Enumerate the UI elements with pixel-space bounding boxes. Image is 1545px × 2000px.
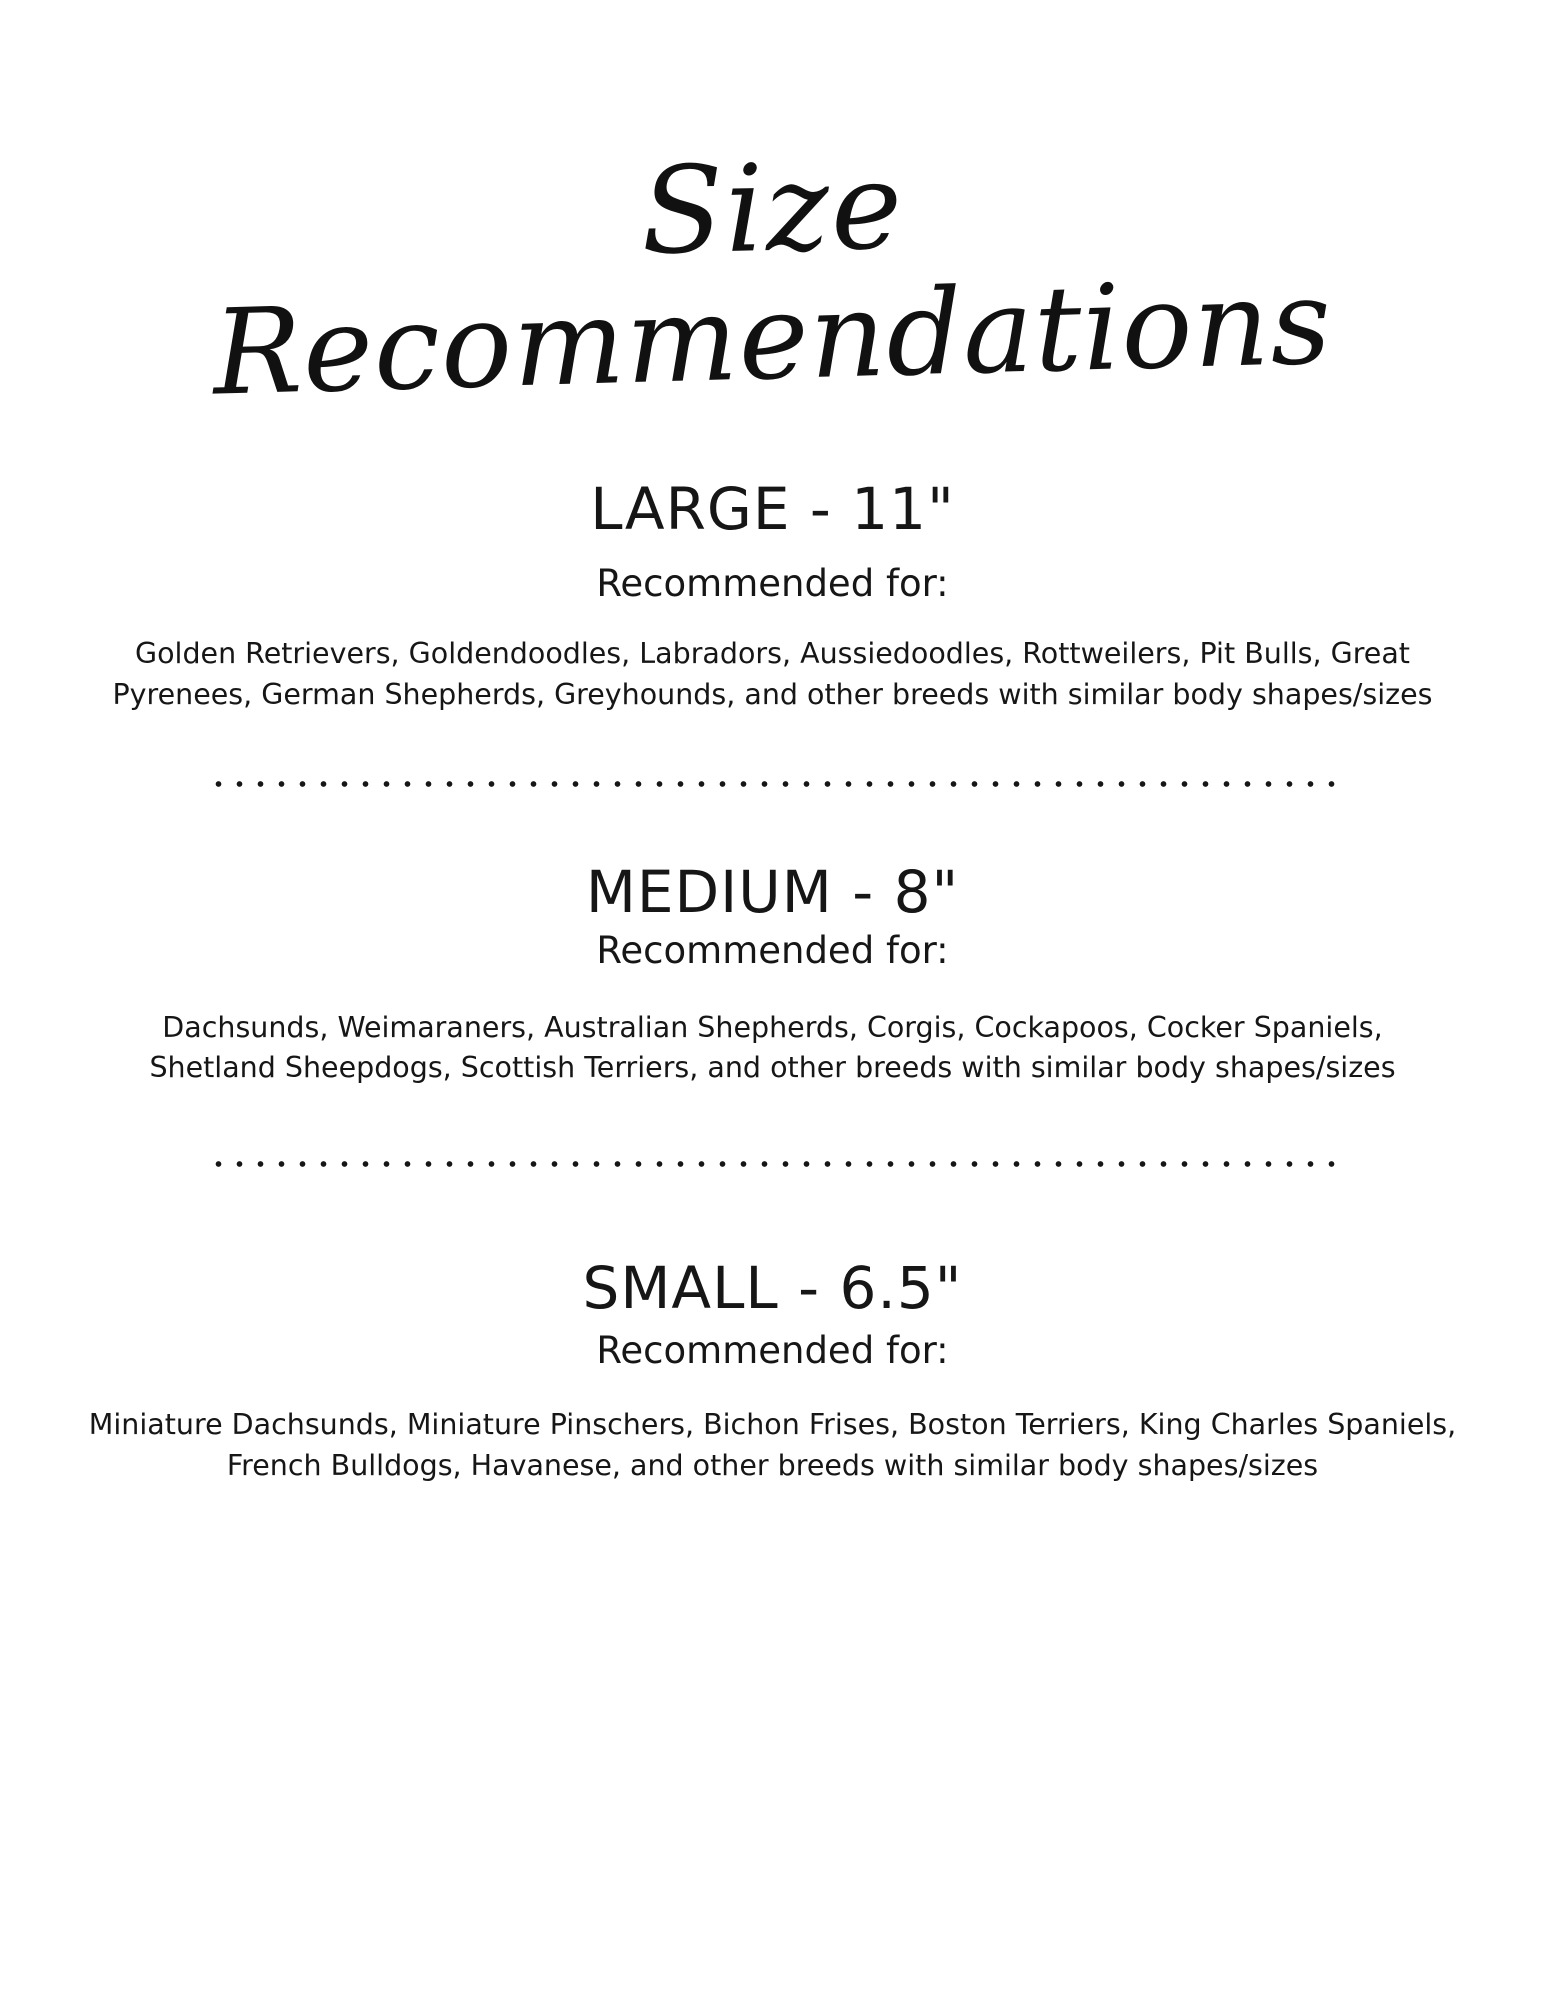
page-title [0, 0, 1545, 422]
size-section-small [0, 1253, 1545, 1486]
size-subheading-large: Recommended for: [596, 561, 949, 605]
breed-list-small: Miniature Dachsunds, Miniature Pinschers, Bichon Frises, Boston Terriers, King Charles Spaniels, French Bulldogs, Havanese, and other breeds with similar body shapes/sizes [88, 1408, 1457, 1482]
breed-list-large: Golden Retrievers, Goldendoodles, Labradors, Aussiedoodles, Rottweilers, Pit Bulls, Great Pyrenees, German Shepherds, Greyhounds, and other breeds with similar body shapes/sizes [112, 637, 1433, 711]
size-heading-medium: MEDIUM - 8" [585, 858, 960, 927]
size-section-large [0, 474, 1545, 715]
page-title-line-1: Size [639, 137, 906, 282]
size-heading-small: SMALL - 6.5" [582, 1253, 963, 1322]
size-sections [0, 474, 1545, 1486]
dotted-divider-1 [208, 779, 1338, 789]
size-section-medium [0, 858, 1545, 1088]
size-heading-large: LARGE - 11" [590, 474, 955, 543]
size-subheading-small: Recommended for: [596, 1328, 949, 1372]
dotted-divider-2 [208, 1159, 1338, 1169]
size-subheading-medium: Recommended for: [596, 929, 949, 973]
breed-list-medium: Dachsunds, Weimaraners, Australian Shepherds, Corgis, Cockapoos, Cocker Spaniels, Shetland Sheepdogs, Scottish Terriers, and other breeds with similar body shapes/sizes [149, 1010, 1396, 1085]
page-title-line-2: Recommendations [211, 252, 1334, 422]
